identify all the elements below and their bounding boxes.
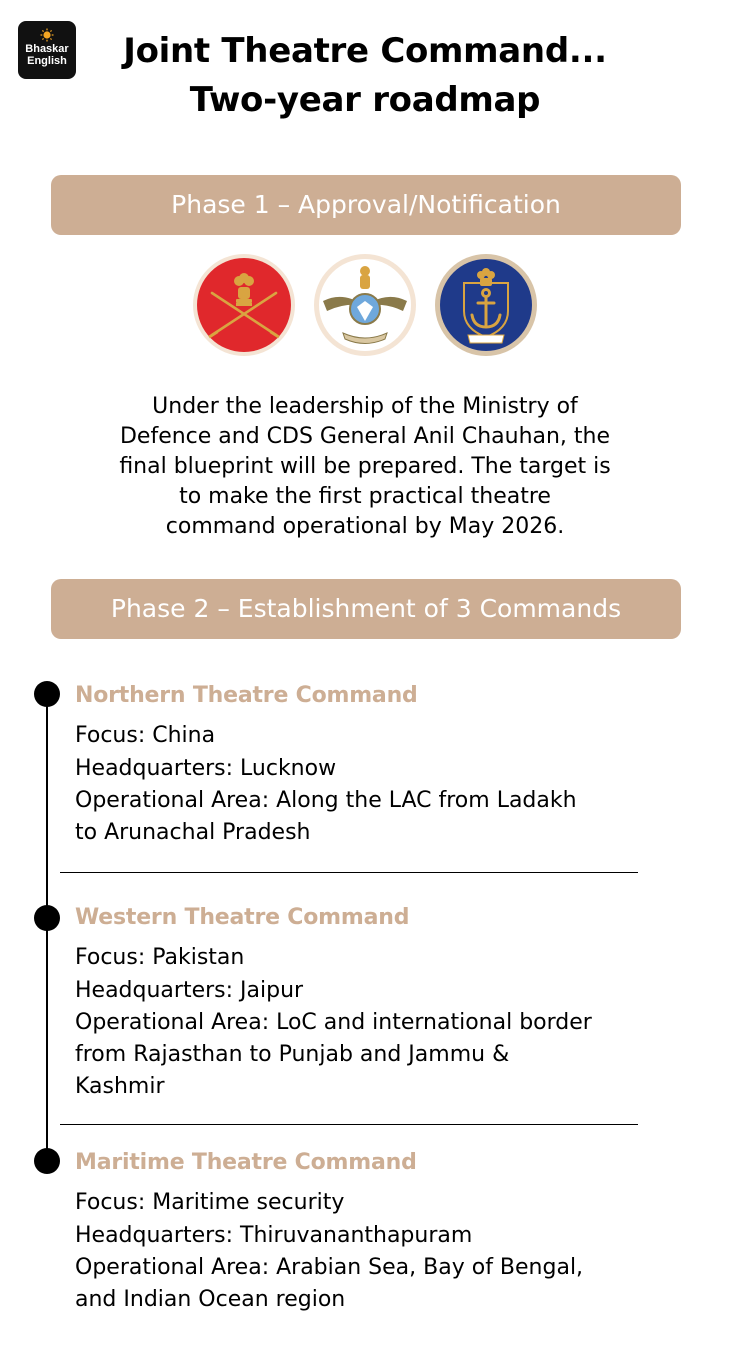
divider — [60, 1124, 638, 1125]
phase-1-banner: Phase 1 – Approval/Notification — [51, 175, 681, 235]
page-title-line-2: Two-year roadmap — [189, 80, 541, 120]
command-northern — [75, 681, 685, 850]
command-maritime — [75, 1148, 685, 1317]
timeline-dot — [34, 905, 60, 931]
timeline-dot — [34, 681, 60, 707]
command-title: Maritime Theatre Command — [75, 1150, 417, 1175]
command-headquarters: Headquarters: Jaipur — [75, 978, 304, 1003]
command-headquarters: Headquarters: Lucknow — [75, 756, 337, 781]
logo-word-2: English — [27, 55, 67, 67]
description-line: Under the leadership of the Ministry of — [152, 394, 578, 419]
command-headquarters: Headquarters: Thiruvananthapuram — [75, 1223, 473, 1248]
phase-2-banner: Phase 2 – Establishment of 3 Commands — [51, 579, 681, 639]
divider — [60, 872, 638, 873]
timeline-dot — [34, 1148, 60, 1174]
command-title: Western Theatre Command — [75, 905, 410, 930]
air-force-emblem-icon — [313, 253, 417, 357]
command-area-line: Operational Area: LoC and international border — [75, 1010, 592, 1035]
command-western — [75, 903, 685, 1104]
command-area-line: to Arunachal Pradesh — [75, 820, 311, 845]
description-line: Defence and CDS General Anil Chauhan, the — [119, 424, 611, 449]
description-line: command operational by May 2026. — [165, 514, 565, 539]
logo-word-1: Bhaskar — [25, 43, 69, 55]
command-area-line: from Rajasthan to Punjab and Jammu & — [75, 1042, 510, 1067]
description-line: final blueprint will be prepared. The target is — [119, 454, 611, 479]
phase-1-description — [75, 392, 655, 542]
command-area-line: Kashmir — [75, 1074, 165, 1099]
command-area-line: Operational Area: Arabian Sea, Bay of Bengal, — [75, 1255, 584, 1280]
command-focus: Focus: Pakistan — [75, 945, 245, 970]
page-title-line-1: Joint Theatre Command... — [123, 31, 607, 71]
command-focus: Focus: China — [75, 723, 216, 748]
army-emblem-icon — [192, 253, 296, 357]
command-area-line: and Indian Ocean region — [75, 1287, 346, 1312]
description-line: to make the first practical theatre — [179, 484, 551, 509]
command-area-line: Operational Area: Along the LAC from Ladakh — [75, 788, 577, 813]
sun-icon — [40, 28, 54, 42]
bhaskar-english-logo — [18, 21, 76, 79]
navy-emblem-icon — [434, 253, 538, 357]
command-focus: Focus: Maritime security — [75, 1190, 345, 1215]
command-title: Northern Theatre Command — [75, 683, 418, 708]
